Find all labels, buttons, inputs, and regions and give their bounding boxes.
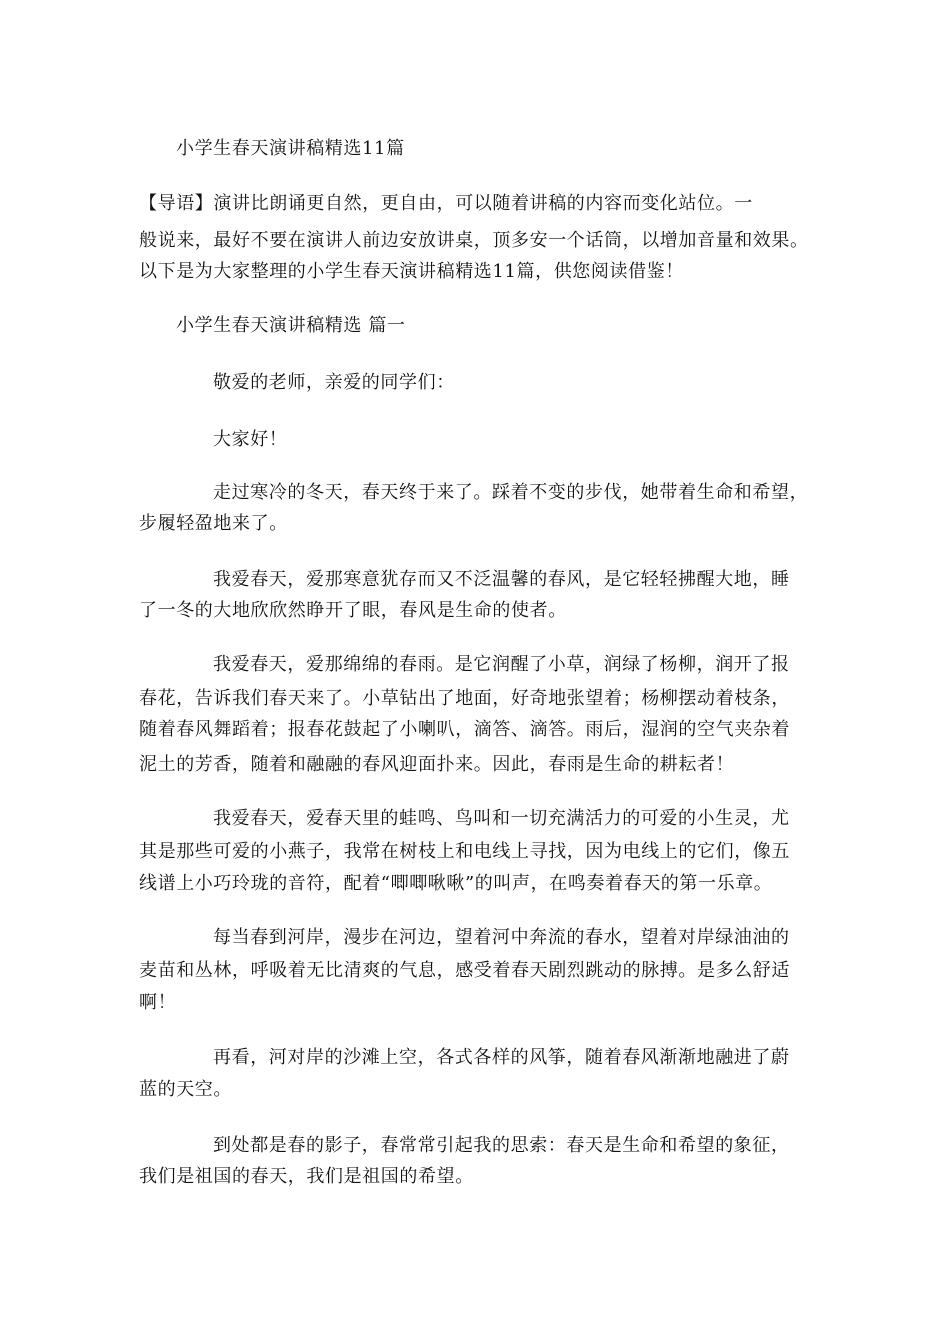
intro-line: 以下是为大家整理的小学生春天演讲稿精选11篇，供您阅读借鉴！ <box>139 261 684 282</box>
paragraph-line: 春花，告诉我们春天来了。小草钻出了地面，好奇地张望着；杨柳摆动着枝条， <box>139 688 790 709</box>
paragraph-line: 我们是祖国的春天，我们是祖国的希望。 <box>139 1166 474 1187</box>
paragraph-line: 我爱春天，爱那绵绵的春雨。是它润醒了小草，润绿了杨柳，润开了报 <box>213 654 790 675</box>
paragraph-line: 泥土的芳香，随着和融融的春风迎面扑来。因此，春雨是生命的耕耘者！ <box>139 754 735 775</box>
paragraph-line: 蓝的天空。 <box>139 1079 232 1100</box>
paragraph-line: 麦苗和丛林，呼吸着无比清爽的气息，感受着春天剧烈跳动的脉搏。是多么舒适 <box>139 960 790 981</box>
paragraph-line: 啊！ <box>139 992 177 1013</box>
paragraph-line: 步履轻盈地来了。 <box>139 513 288 534</box>
document-title: 小学生春天演讲稿精选11篇 <box>176 138 405 159</box>
paragraph-line: 到处都是春的影子，春常常引起我的思索：春天是生命和希望的象征， <box>213 1135 790 1156</box>
paragraph-line: 其是那些可爱的小燕子，我常在树枝上和电线上寻找，因为电线上的它们，像五 <box>139 841 790 862</box>
section-heading: 小学生春天演讲稿精选 篇一 <box>176 315 406 336</box>
paragraph-line: 我爱春天，爱那寒意犹存而又不泛温馨的春风，是它轻轻拂醒大地，睡 <box>213 569 790 590</box>
intro-line: 般说来，最好不要在演讲人前边安放讲桌，顶多安一个话筒，以增加音量和效果。 <box>139 230 809 251</box>
paragraph-line: 每当春到河岸，漫步在河边，望着河中奔流的春水，望着对岸绿油油的 <box>213 927 790 948</box>
greeting: 大家好！ <box>213 429 288 450</box>
intro-line: 【导语】演讲比朗诵更自然，更自由，可以随着讲稿的内容而变化站位。一 <box>139 193 753 214</box>
salutation: 敬爱的老师，亲爱的同学们： <box>213 372 455 393</box>
paragraph-line: 随着春风舞蹈着；报春花鼓起了小喇叭，滴答、滴答。雨后，湿润的空气夹杂着 <box>139 719 790 740</box>
paragraph-line: 我爱春天，爱春天里的蛙鸣、鸟叫和一切充满活力的可爱的小生灵，尤 <box>213 808 790 829</box>
paragraph-line: 走过寒冷的冬天，春天终于来了。踩着不变的步伐，她带着生命和希望， <box>213 482 809 503</box>
paragraph-line: 再看，河对岸的沙滩上空，各式各样的风筝，随着春风渐渐地融进了蔚 <box>213 1047 790 1068</box>
paragraph-line: 线谱上小巧玲珑的音符，配着“唧唧啾啾”的叫声，在鸣奏着春天的第一乐章。 <box>139 873 773 894</box>
paragraph-line: 了一冬的大地欣欣然睁开了眼，春风是生命的使者。 <box>139 600 567 621</box>
